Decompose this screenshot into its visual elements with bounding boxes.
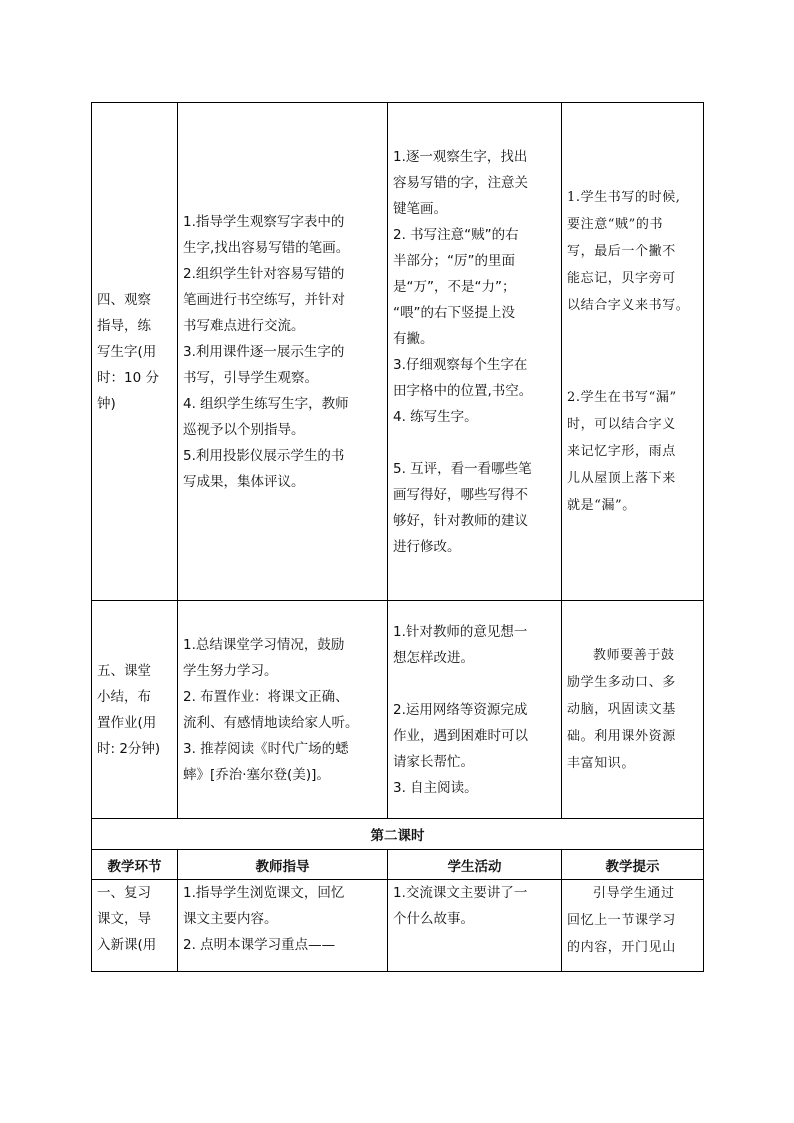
hint-text: 儿从屋顶上落下来 (567, 471, 676, 486)
student-text: 田字格中的位置,书空。 (393, 382, 533, 399)
hint-text: 以结合字义来书写。 (567, 298, 690, 313)
hint-text: 能忘记，贝字旁可 (567, 271, 676, 286)
teacher-text: 2. 点明本课学习重点—— (183, 937, 336, 953)
student-text: 作业，遇到困难时可以 (393, 727, 528, 744)
student-activity-cell (388, 880, 562, 972)
stage-text: 置作业(用 (97, 714, 157, 731)
hint-text: 2.学生在书写“漏” (567, 390, 677, 405)
student-text: 容易写错的字，注意关 (393, 174, 528, 191)
stage-text: 钟) (97, 395, 116, 412)
hint-text: 1.学生书写的时候, (567, 190, 681, 205)
teacher-text: 4. 组织学生练写生字，教师 (183, 395, 349, 412)
hint-text: 引导学生通过 (593, 886, 675, 901)
stage-cell (92, 601, 178, 819)
hint-text: 回忆上一节课学习 (567, 913, 676, 928)
student-text: 2.运用网络等资源完成 (393, 701, 528, 718)
student-text: 个什么故事。 (393, 911, 474, 927)
header-hint: 教学提示 (562, 850, 704, 880)
student-text: 1.逐一观察生字，找出 (393, 148, 528, 165)
student-text: 5. 互评，看一看哪些笔 (393, 460, 532, 477)
hint-text: 时，可以结合字义 (567, 417, 676, 432)
stage-text: 指导，练 (97, 317, 151, 334)
stage-text: 课文，导 (97, 911, 151, 927)
teacher-text: 书写难点进行交流。 (183, 317, 305, 334)
teacher-text: 写成果，集体评议。 (183, 473, 305, 490)
teacher-text: 5.利用投影仪展示学生的书 (183, 447, 345, 464)
header-stage: 教学环节 (92, 850, 178, 880)
teacher-text: 1.指导学生浏览课文，回忆 (183, 885, 345, 901)
hint-text: 要注意“贼”的书 (567, 217, 664, 232)
teacher-text: 1.指导学生观察写字表中的 (183, 213, 345, 230)
stage-text: 五、课堂 (97, 662, 151, 679)
stage-text: 时: 2分钟) (97, 740, 161, 757)
hint-text: 教师要善于鼓 (593, 648, 675, 663)
teacher-text: 蟀》[乔治·塞尔登(美)]。 (183, 766, 330, 783)
student-text: 够好，针对教师的建议 (393, 512, 528, 529)
hint-text: 的内容，开门见山 (567, 940, 676, 955)
header-student: 学生活动 (388, 850, 562, 880)
table-row (92, 880, 704, 972)
teacher-guidance-cell (178, 601, 388, 819)
hint-text: 础。利用课外资源 (567, 729, 676, 744)
teacher-text: 笔画进行书空练写，并针对 (183, 291, 345, 308)
teaching-hint-cell (562, 601, 704, 819)
stage-cell (92, 103, 178, 601)
student-text: 4. 练写生字。 (393, 408, 478, 425)
student-text: 1.针对教师的意见想一 (393, 623, 528, 640)
student-text: 1.交流课文主要讲了一 (393, 885, 528, 901)
table-header-row (92, 850, 704, 880)
teacher-text: 巡视予以个别指导。 (183, 421, 305, 438)
student-text: 是“万”，不是“力”； (393, 278, 516, 295)
teacher-text: 书写，引导学生观察。 (183, 369, 318, 386)
spacer (393, 671, 556, 697)
teacher-text: 生字,找出容易写错的笔画。 (183, 239, 350, 256)
header-teacher: 教师指导 (178, 850, 388, 880)
teacher-text: 2.组织学生针对容易写错的 (183, 265, 345, 282)
table-row (92, 601, 704, 819)
stage-text: 四、观察 (97, 291, 151, 308)
teaching-hint-cell (562, 880, 704, 972)
student-text: 有撇。 (393, 330, 434, 347)
student-text: 3. 自主阅读。 (393, 779, 478, 796)
stage-text: 入新课(用 (97, 937, 157, 953)
student-text: 请家长帮忙。 (393, 753, 474, 770)
hint-text: 写，最后一个撇不 (567, 244, 676, 259)
spacer (567, 345, 698, 371)
stage-text: 时：10 分 (97, 369, 159, 386)
student-text: 半部分；“厉”的里面 (393, 252, 515, 269)
teaching-hint-cell (562, 103, 704, 601)
hint-text: 丰富知识。 (567, 756, 636, 771)
spacer (567, 371, 698, 384)
student-text: 想怎样改进。 (393, 649, 474, 666)
teacher-text: 课文主要内容。 (183, 911, 278, 927)
table-row (92, 819, 704, 850)
table-row (92, 103, 704, 601)
teacher-text: 流利、有感情地读给家人听。 (183, 714, 359, 731)
teacher-text: 3.利用课件逐一展示生字的 (183, 343, 345, 360)
hint-text: 动脑，巩固读文基 (567, 702, 676, 717)
lesson-plan-table (91, 102, 704, 972)
stage-text: 写生字(用 (97, 343, 157, 360)
student-activity-cell (388, 103, 562, 601)
student-text: 进行修改。 (393, 538, 461, 555)
hint-text: 就是“漏”。 (567, 498, 636, 513)
stage-cell (92, 880, 178, 972)
student-text: 2. 书写注意“贼”的右 (393, 226, 519, 243)
teacher-text: 2. 布置作业：将课文正确、 (183, 688, 349, 705)
teacher-text: 1.总结课堂学习情况，鼓励 (183, 636, 345, 653)
spacer (393, 430, 556, 456)
student-text: “喂”的右下竖提上没 (393, 304, 515, 321)
stage-text: 小结，布 (97, 688, 151, 705)
stage-text: 一、复习 (97, 885, 151, 901)
spacer (567, 319, 698, 345)
teacher-guidance-cell (178, 103, 388, 601)
student-text: 3.仔细观察每个生字在 (393, 356, 528, 373)
student-text: 画写得好，哪些写得不 (393, 486, 528, 503)
section-title: 第二课时 (92, 819, 704, 850)
student-text: 键笔画。 (393, 200, 447, 217)
hint-text: 励学生多动口、多 (567, 675, 676, 690)
hint-text: 来记忆字形，雨点 (567, 444, 676, 459)
teacher-text: 学生努力学习。 (183, 662, 278, 679)
teacher-text: 3. 推荐阅读《时代广场的蟋 (183, 740, 349, 757)
student-activity-cell (388, 601, 562, 819)
teacher-guidance-cell (178, 880, 388, 972)
